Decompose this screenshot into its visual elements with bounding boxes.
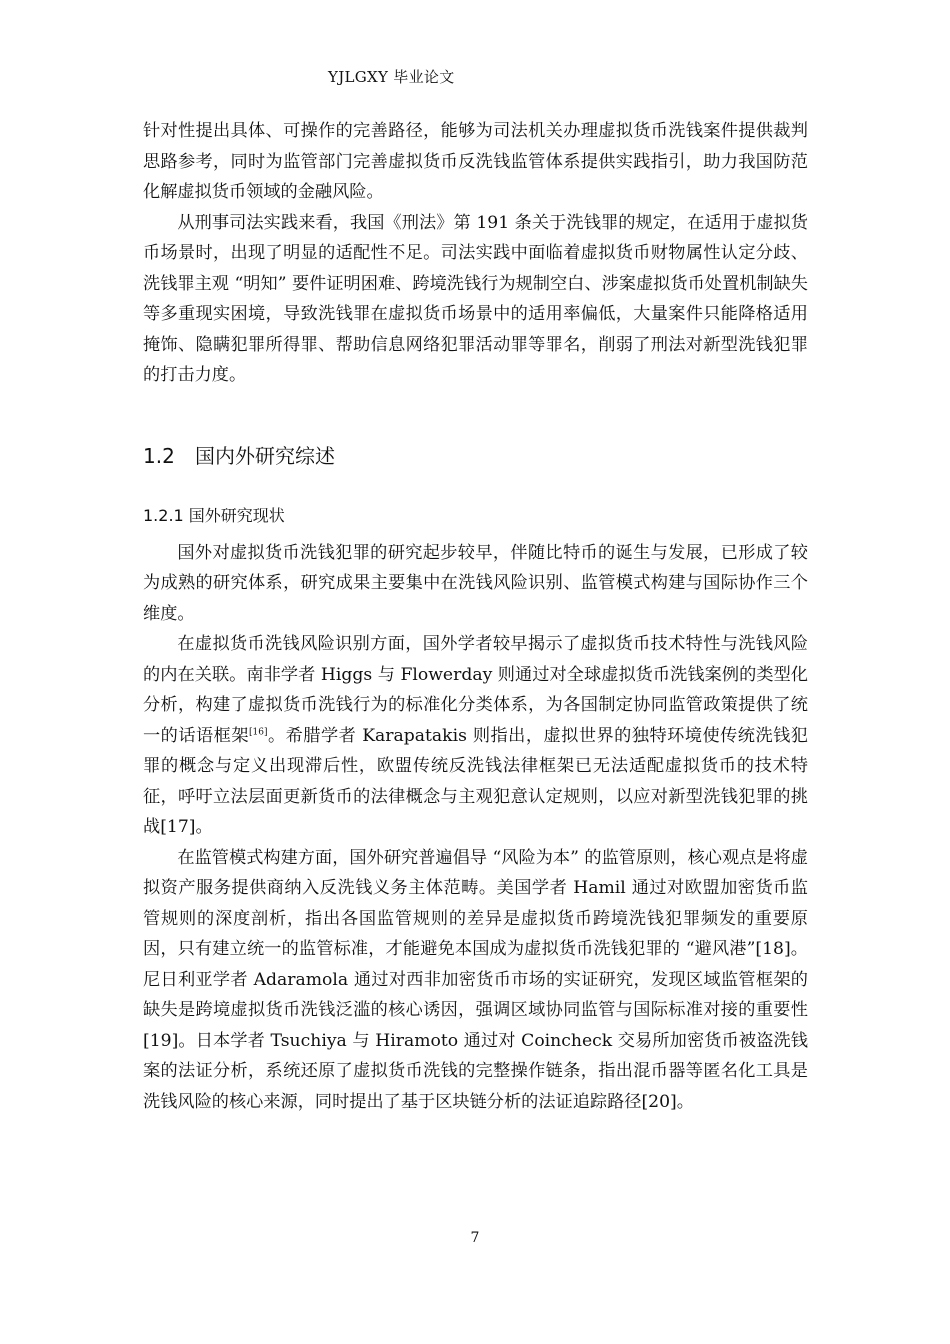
paragraph-criminal-justice: 从刑事司法实践来看，我国《刑法》第 191 条关于洗钱罪的规定，在适用于虚拟货币场景时，出现了明显的适配性不足。司法实践中面临着虚拟货币财物属性认定分歧、洗钱罪主观 “明知” 要件证明困难、跨境洗钱行为规制空白、涉案虚拟货币处置机制缺失等多重现实困境，导致洗钱罪在虚拟货币场景中的适用率偏低，大量案件只能降格适用掩饰、隐瞒犯罪所得罪、帮助信息网络犯罪活动罪等罪名，削弱了刑法对新型洗钱犯罪的打击力度。 (143, 212, 808, 385)
citation-superscript: [16] (249, 726, 268, 737)
page-number: 7 (470, 1230, 480, 1246)
paragraph-regulatory-model: 在监管模式构建方面，国外研究普遍倡导 “风险为本” 的监管原则，核心观点是将虚拟资产服务提供商纳入反洗钱义务主体范畴。美国学者 Hamil 通过对欧盟加密货币监管规则的深度剖析，指出各国监管规则的差异是虚拟货币跨境洗钱犯罪频发的重要原因，只有建立统一的监管标准，才能避免本国成为虚拟货币洗钱犯罪的 “避风港”[18]。尼日利亚学者 Adaramola 通过对西非加密货币市场的实证研究，发现区域监管框架的缺失是跨境虚拟货币洗钱泛滥的核心诱因，强调区域协同监管与国际标准对接的重要性[19]。日本学者 Tsuchiya 与 Hiramoto 通过对 Coincheck 交易所加密货币被盗洗钱案的法证分析，系统还原了虚拟货币洗钱的完整操作链条，指出混币器等匿名化工具是洗钱风险的核心来源，同时提出了基于区块链分析的法证追踪路径[20]。 (143, 847, 808, 1112)
paragraph-text-part: 在虚拟货币洗钱风险识别方面，国外学者较早揭示了虚拟货币技术特性与洗钱风险的内在关联。南非学者 Higgs 与 Flowerday 则通过对全球虚拟货币洗钱案例的类型化分析，构建了虚拟货币洗钱行为的标准化分类体系，为各国制定协同监管政策提供了统一的话语框架 (143, 634, 808, 746)
section-heading (143, 441, 808, 471)
page-header: YJLGXY 毕业论文 (328, 68, 455, 86)
paragraph-foreign-overview: 国外对虚拟货币洗钱犯罪的研究起步较早，伴随比特币的诞生与发展，已形成了较为成熟的研究体系，研究成果主要集中在洗钱风险识别、监管模式构建与国际协作三个维度。 (143, 542, 808, 624)
paragraph-risk-identification (143, 629, 808, 843)
section-number: 1.2 (143, 443, 175, 468)
subsection-heading: 1.2.1 国外研究现状 (143, 505, 285, 525)
paragraph-continued: 针对性提出具体、可操作的完善路径，能够为司法机关办理虚拟货币洗钱案件提供裁判思路参考，同时为监管部门完善虚拟货币反洗钱监管体系提供实践指引，助力我国防范化解虚拟货币领域的金融风险。 (143, 121, 808, 202)
paragraph-text-part: 。希腊学者 Karapatakis 则指出，虚拟世界的独特环境使传统洗钱犯罪的概念与定义出现滞后性，欧盟传统反洗钱法律框架已无法适配虚拟货币的技术特征，呼吁立法层面更新货币的法律概念与主观犯意认定规则，以应对新型洗钱犯罪的挑战[17]。 (143, 725, 808, 837)
section-title: 国内外研究综述 (195, 443, 335, 468)
page-body (143, 116, 808, 1117)
